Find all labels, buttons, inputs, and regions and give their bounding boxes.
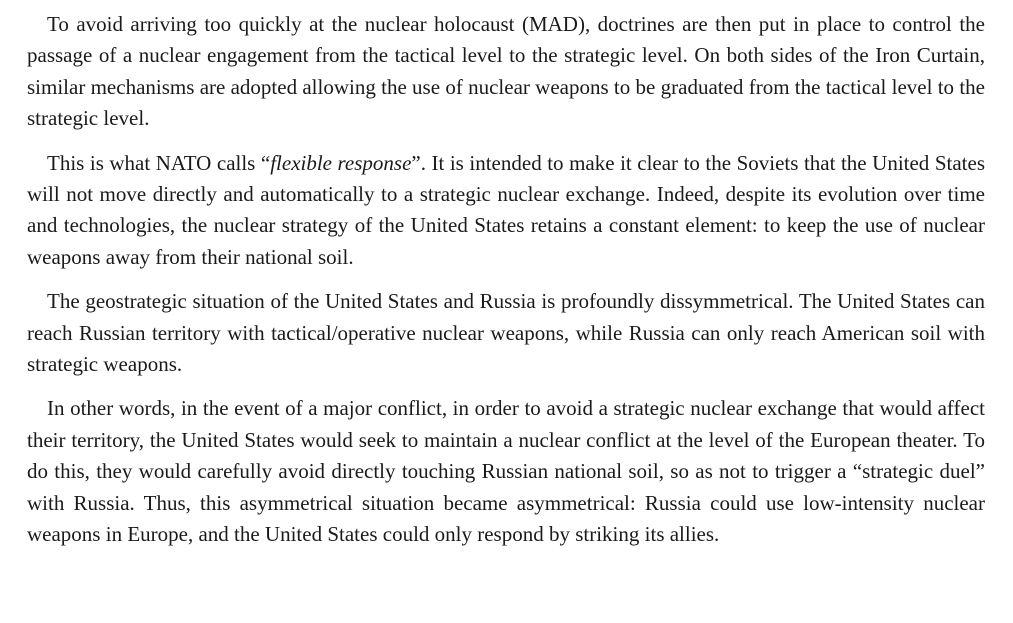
paragraph-3: The geostrategic situation of the United States and Russia is profoundly dissymmetrical. The United States can reach Russian territory with tactical/operative nuclear weapons, while Russia can only reach American soil with strategic weapons.	[27, 289, 985, 377]
paragraph-2	[27, 148, 985, 274]
paragraph-1: To avoid arriving too quickly at the nuclear holocaust (MAD), doctrines are then put in place to control the passage of a nuclear engagement from the tactical level to the strategic level. On both sides of the Iron Curtain, similar mechanisms are adopted allowing the use of nuclear weapons to be graduated from the tactical level to the strategic level.	[27, 12, 985, 131]
paragraph-2-body: ”. It is intended to make it clear to the Soviets that the United States will not move directly and automatically to a strategic nuclear exchange. Indeed, despite its evolution over time and technologies, the nuclear strategy of the United States retains a constant element: to keep the use of nuclear weapons away from their national soil.	[27, 150, 985, 269]
paragraph-4: In other words, in the event of a major conflict, in order to avoid a strategic nuclear exchange that would affect their territory, the United States would seek to maintain a nuclear conflict at the level of the European theater. To do this, they would carefully avoid directly touching Russian national soil, so as not to trigger a “strategic duel” with Russia. Thus, this asymmetrical situation became asymmetrical: Russia could use low-intensity nuclear weapons in Europe, and the United States could only respond by striking its allies.	[27, 396, 985, 547]
paragraph-2-intro: This is what NATO calls “	[47, 150, 271, 175]
flexible-response-term: flexible response	[270, 150, 412, 175]
document-page	[27, 9, 985, 564]
